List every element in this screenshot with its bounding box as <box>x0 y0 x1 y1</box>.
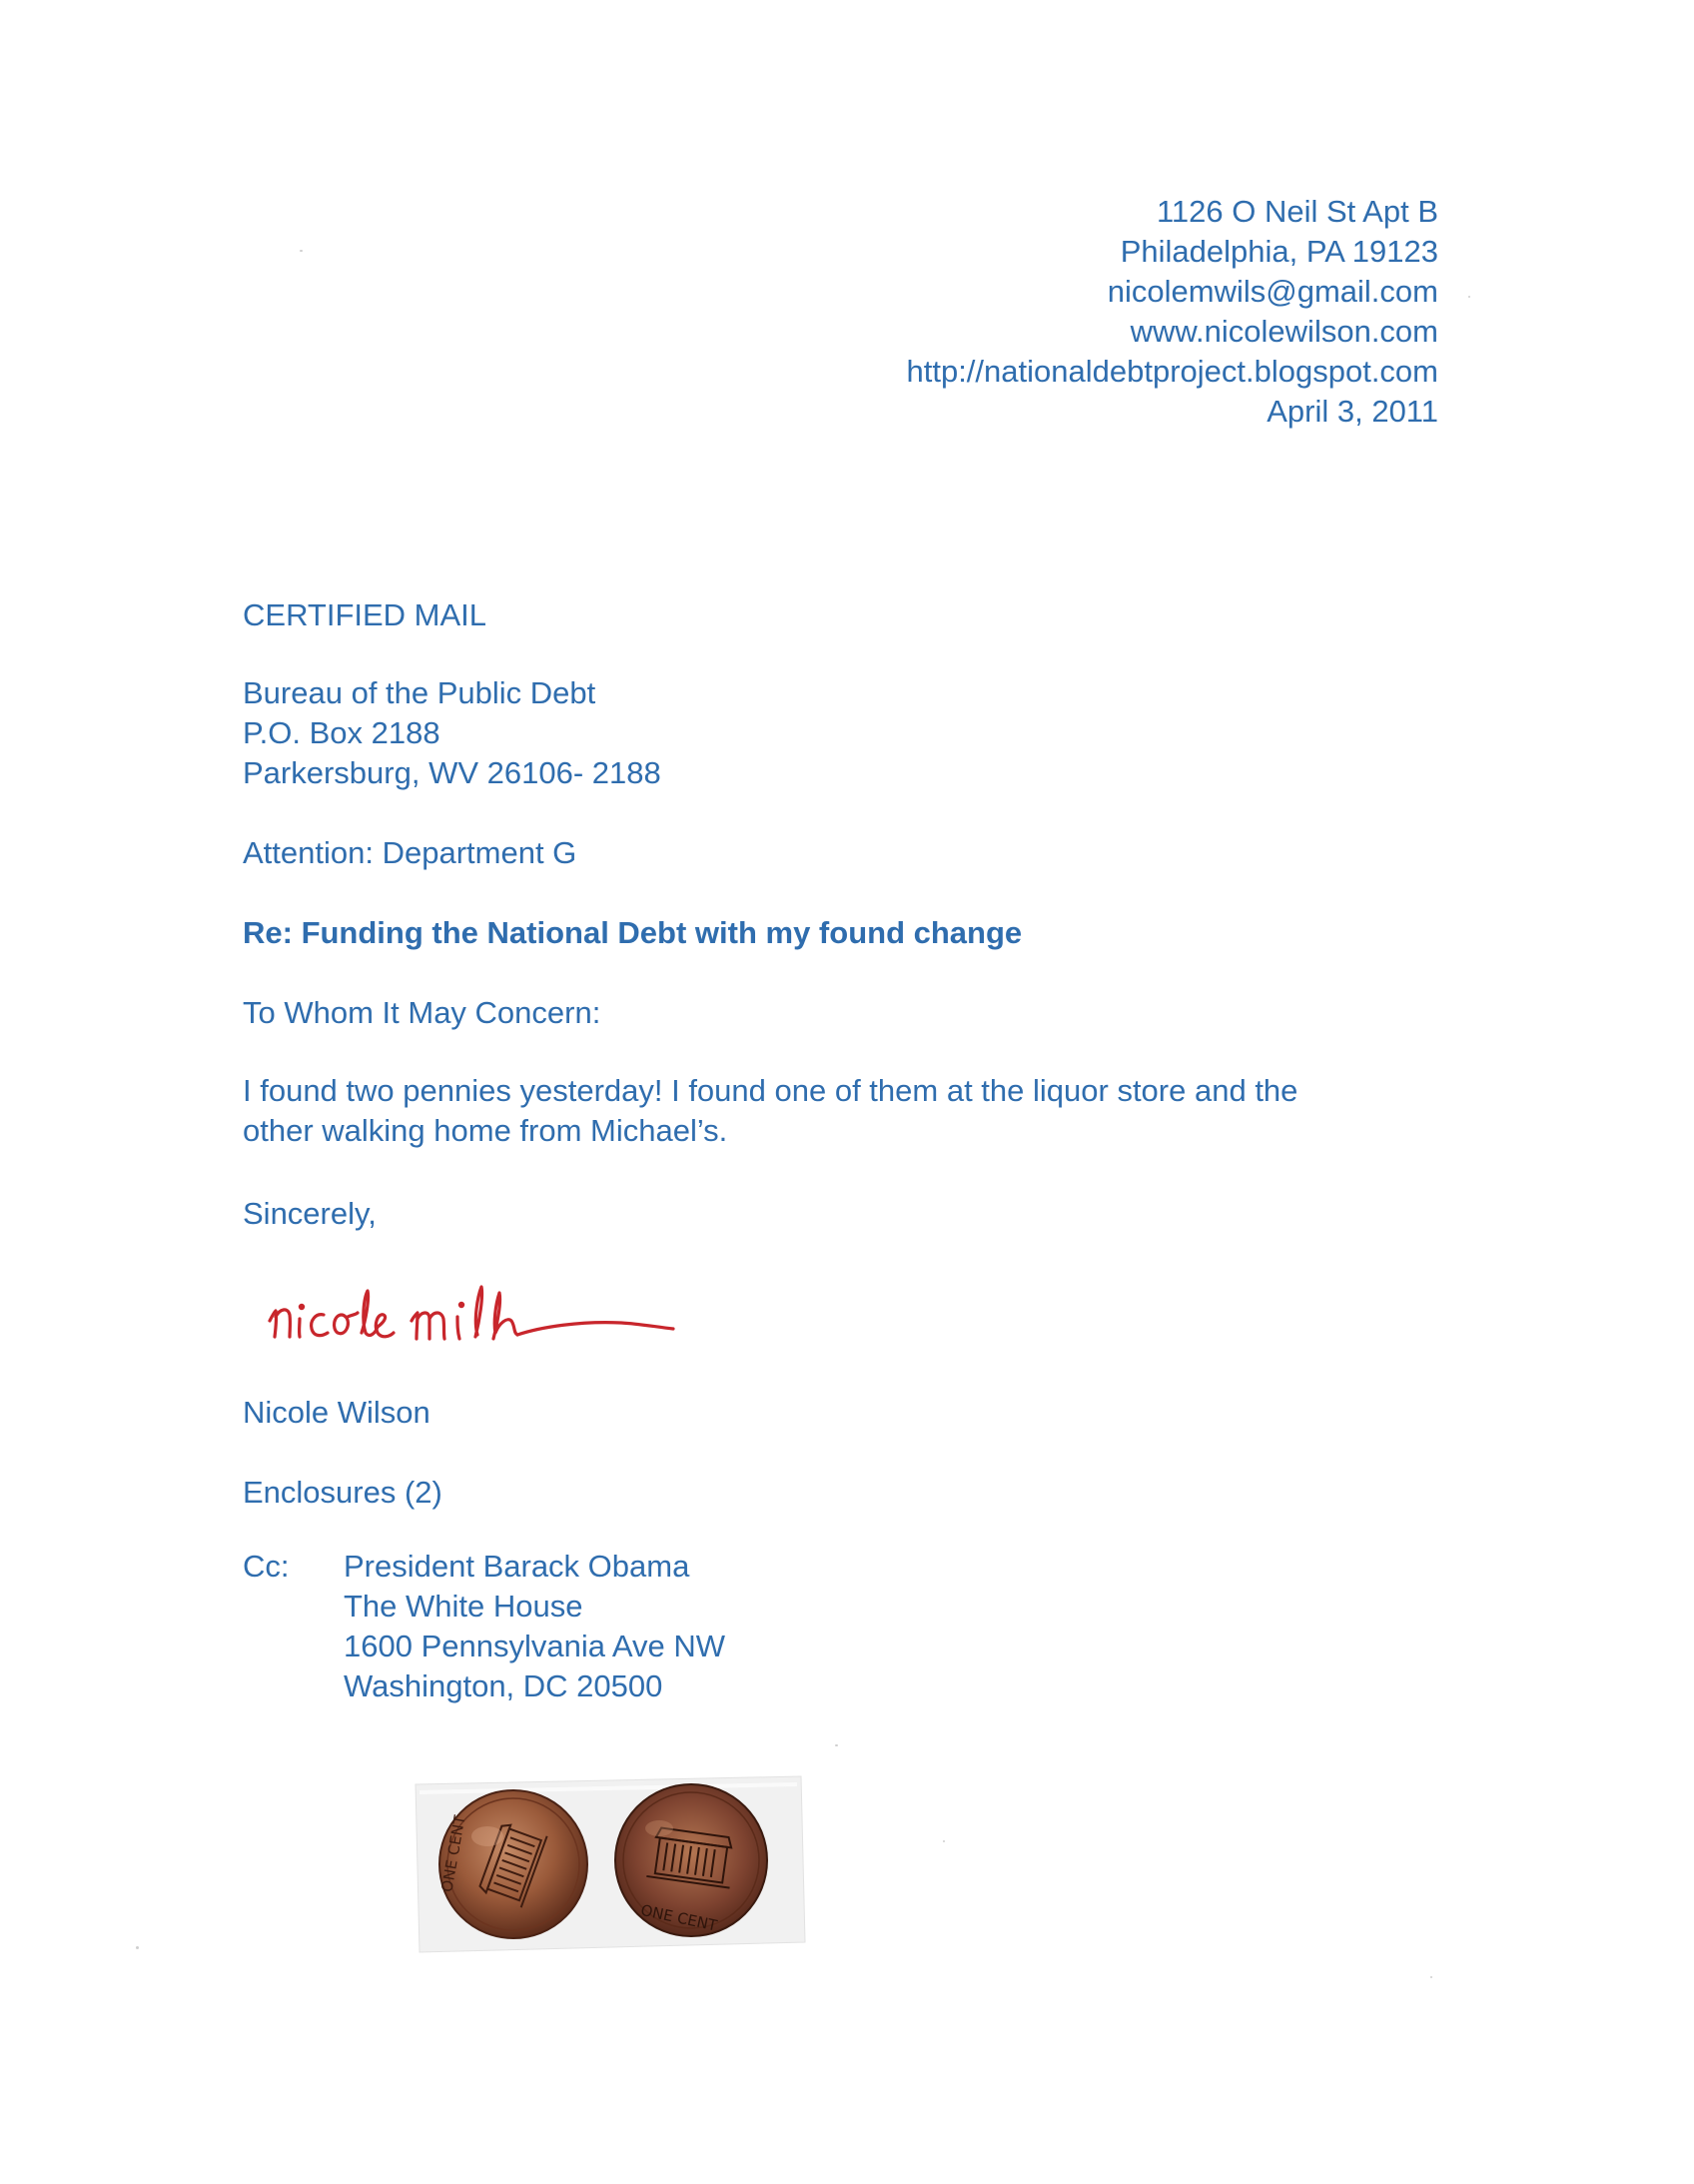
body-line-2: other walking home from Michael’s. <box>243 1113 728 1148</box>
sender-blog: http://nationaldebtproject.blogspot.com <box>906 354 1438 389</box>
recipient-line-1: Bureau of the Public Debt <box>243 675 596 710</box>
penny-right-inscription: ONE CENT <box>638 1900 719 1935</box>
recipient-line-3: Parkersburg, WV 26106- 2188 <box>243 755 661 790</box>
body-line-1: I found two pennies yesterday! I found one of them at the liquor store and the <box>243 1073 1298 1108</box>
subject-line: Re: Funding the National Debt with my found change <box>243 915 1023 950</box>
sender-website: www.nicolewilson.com <box>1130 314 1438 349</box>
taped-pennies <box>410 1756 809 1962</box>
cc-address <box>344 1547 725 1706</box>
scan-speck <box>300 250 303 252</box>
attention-line: Attention: Department G <box>243 835 577 870</box>
sender-street: 1126 O Neil St Apt B <box>1156 194 1438 229</box>
handwritten-signature <box>262 1277 681 1357</box>
letter-body <box>243 1071 1297 1151</box>
penny-right <box>615 1784 767 1936</box>
cc-line-2: The White House <box>344 1589 583 1624</box>
closing: Sincerely, <box>243 1196 377 1231</box>
scan-speck <box>1430 1976 1432 1978</box>
scan-speck <box>835 1744 838 1746</box>
enclosures-line: Enclosures (2) <box>243 1475 442 1510</box>
signer-name: Nicole Wilson <box>243 1395 430 1430</box>
letter-date: April 3, 2011 <box>1267 394 1438 429</box>
cc-line-4: Washington, DC 20500 <box>344 1668 663 1703</box>
salutation: To Whom It May Concern: <box>243 995 601 1030</box>
penny-left <box>437 1790 587 1938</box>
scan-speck <box>136 1946 139 1949</box>
recipient-address-block <box>243 673 661 793</box>
scan-speck <box>1468 296 1470 298</box>
cc-label: Cc: <box>243 1549 290 1584</box>
penny-left-inscription: ONE CENT <box>437 1813 469 1894</box>
sender-address-block <box>906 192 1438 432</box>
cc-line-1: President Barack Obama <box>344 1549 690 1584</box>
recipient-line-2: P.O. Box 2188 <box>243 715 440 750</box>
sender-email: nicolemwils@gmail.com <box>1107 274 1438 309</box>
sender-city: Philadelphia, PA 19123 <box>1120 234 1438 269</box>
scan-speck <box>943 1840 945 1842</box>
cc-line-3: 1600 Pennsylvania Ave NW <box>344 1629 725 1663</box>
certified-mail-label: CERTIFIED MAIL <box>243 597 487 632</box>
